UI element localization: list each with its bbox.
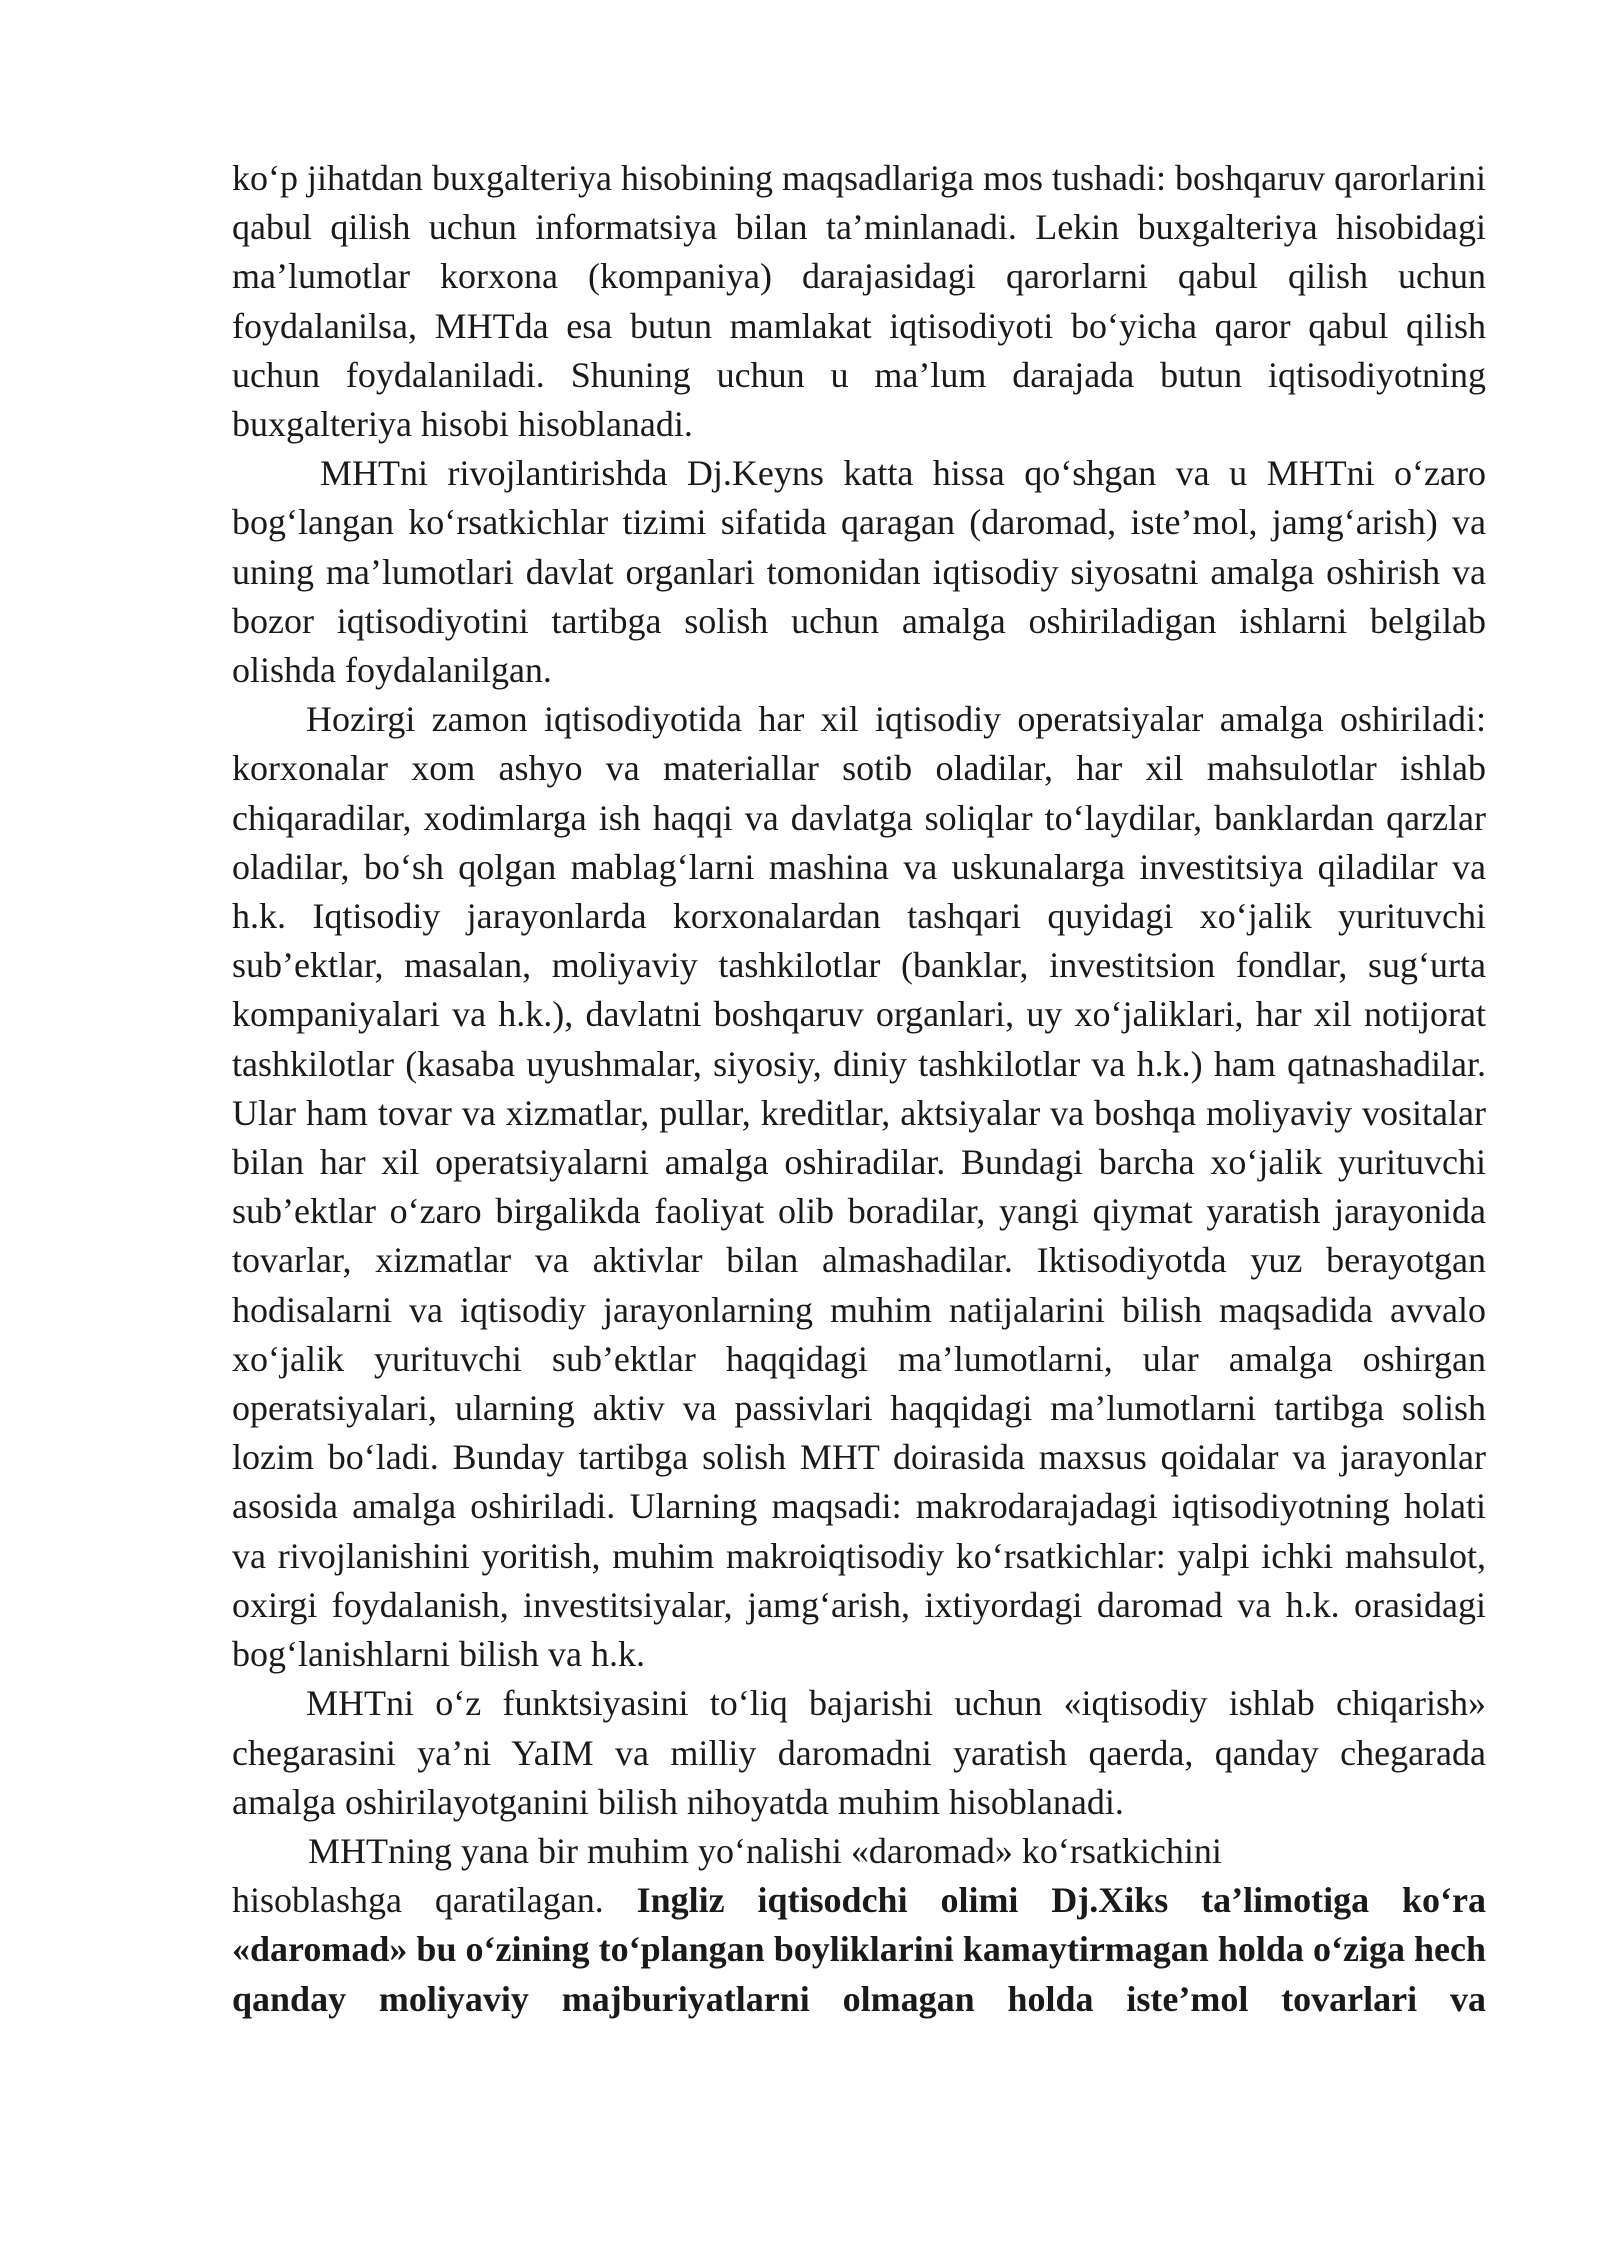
paragraph-5-plain-text: hisoblashga qaratilagan. bbox=[232, 1880, 637, 1921]
paragraph-5-continuation bbox=[232, 1876, 1486, 2024]
paragraph-1: ko‘p jihatdan buxgalteriya hisobining maqsadlariga mos tushadi: boshqaruv qarorlarini qabul qilish uchun informatsiya bilan ta’minlanadi. Lekin buxgalteriya hisobidagi ma’lumotlar korxona (kompaniya) darajasidagi qarorlarni qabul qilish uchun foydalanilsa, MHTda esa butun mamlakat iqtisodiyoti bo‘yicha qaror qabul qilish uchun foydalaniladi. Shuning uchun u ma’lum darajada butun iqtisodiyotning buxgalteriya hisobi hisoblanadi. bbox=[232, 158, 1486, 445]
document-page bbox=[232, 154, 1486, 2024]
paragraph-5-first-line: MHTning yana bir muhim yo‘nalishi «daromad» ko‘rsatkichini bbox=[308, 1830, 1222, 1871]
paragraph-5 bbox=[232, 1827, 1486, 2024]
paragraph-3: Hozirgi zamon iqtisodiyotida har xil iqtisodiy operatsiyalar amalga oshiriladi: korxonalar xom ashyo va materiallar sotib oladilar, har xil mahsulotlar ishlab chiqaradilar, xodimlarga ish haqqi va davlatga soliqlar to‘laydilar, banklardan qarzlar oladilar, bo‘sh qolgan mablag‘larni mashina va uskunalarga investitsiya qiladilar va h.k. Iqtisodiy jarayonlarda korxonalardan tashqari quyidagi xo‘jalik yurituvchi sub’ektlar, masalan, moliyaviy tashkilotlar (banklar, investitsion fondlar, sug‘urta kompaniyalari va h.k.), davlatni boshqaruv organlari, uy xo‘jaliklari, har xil notijorat tashkilotlar (kasaba uyushmalar, siyosiy, diniy tashkilotlar va h.k.) ham qatnashadilar. Ular ham tovar va xizmatlar, pullar, kreditlar, aktsiyalar va boshqa moliyaviy vositalar bilan har xil operatsiyalarni amalga oshiradilar. Bundagi barcha xo‘jalik yurituvchi sub’ektlar o‘zaro birgalikda faoliyat olib boradilar, yangi qiymat yaratish jarayonida tovarlar, xizmatlar va aktivlar bilan almashadilar. Iktisodiyotda yuz berayotgan hodisalarni va iqtisodiy jarayonlarning muhim natijalarini bilish maqsadida avvalo xo‘jalik yurituvchi sub’ektlar haqqidagi ma’lumotlarni, ular amalga oshirgan operatsiyalari, ularning aktiv va passivlari haqqidagi ma’lumotlarni tartibga solish lozim bo‘ladi. Bunday tartibga solish MHT doirasida maxsus qoidalar va jarayonlar asosida amalga oshiriladi. Ularning maqsadi: makrodarajadagi iqtisodiyotning holati va rivojlanishini yoritish, muhim makroiqtisodiy ko‘rsatkichlar: yalpi ichki mahsulot, oxirgi foydalanish, investitsiyalar, jamg‘arish, ixtiyordagi daromad va h.k. orasidagi bog‘lanishlarni bilish va h.k. bbox=[232, 699, 1486, 1675]
paragraph-4: MHTni o‘z funktsiyasini to‘liq bajarishi uchun «iqtisodiy ishlab chiqarish» chegarasini ya’ni YaIM va milliy daromadni yaratish qaerda, qanday chegarada amalga oshirilayotganini bilish nihoyatda muhim hisoblanadi. bbox=[232, 1683, 1486, 1822]
paragraph-5-bold-text: Ingliz iqtisodchi olimi Dj.Xiks ta’limotiga ko‘ra «daromad» bu o‘zining to‘plangan boyliklarini kamaytirmagan holda o‘ziga hech qanday moliyaviy majburiyatlarni olmagan holda iste’mol tovarlari va bbox=[232, 1880, 1487, 2019]
paragraph-2: MHTni rivojlantirishda Dj.Keyns katta hissa qo‘shgan va u MHTni o‘zaro bog‘langan ko‘rsatkichlar tizimi sifatida qaragan (daromad, iste’mol, jamg‘arish) va uning ma’lumotlari davlat organlari tomonidan iqtisodiy siyosatni amalga oshirish va bozor iqtisodiyotini tartibga solish uchun amalga oshiriladigan ishlarni belgilab olishda foydalanilgan. bbox=[232, 453, 1486, 691]
